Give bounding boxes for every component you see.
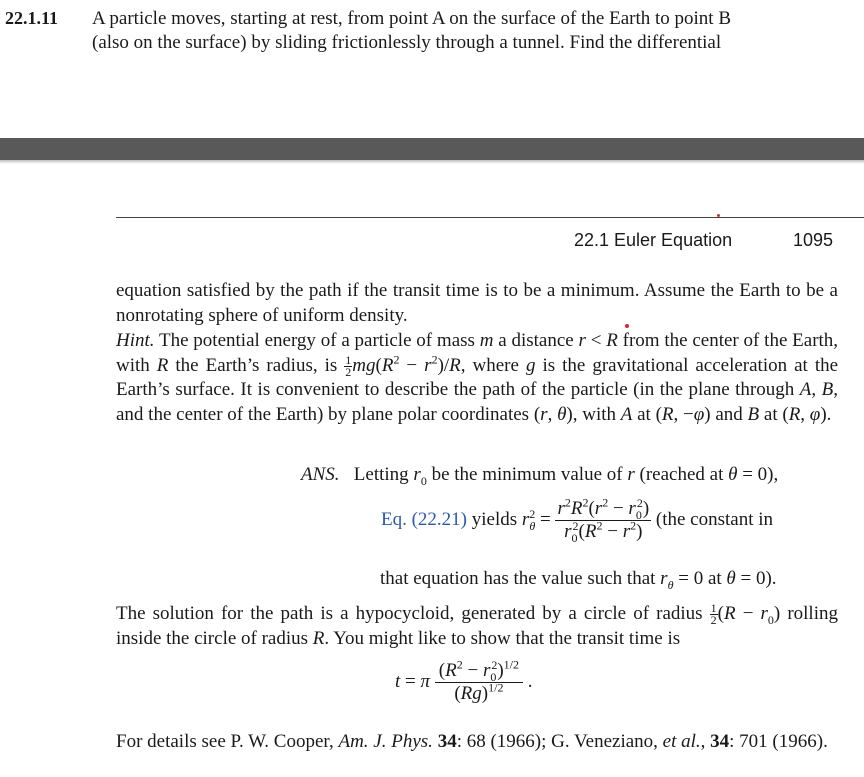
equation-continuation: that equation has the value such that $r_\theta = 0$ at θ = 0). xyxy=(380,568,777,592)
margin-marker-dot xyxy=(625,324,629,328)
equation-continuation-end: at xyxy=(707,568,722,589)
fraction-one-half-2: $\frac{1}{2}$ xyxy=(710,601,717,628)
answer-text-1: Letting xyxy=(353,464,409,485)
transit-time-fraction: $\frac{(R^2 - r_0^2)^{1/2}}{(Rg)^{1/2}}$ xyxy=(435,660,523,705)
hint-text-4: the Earth’s radius, is xyxy=(175,354,338,376)
volume-2: 34 xyxy=(710,731,730,752)
hint-text-1: The potential energy of a particle of mass xyxy=(158,330,475,351)
page-break-band xyxy=(0,138,864,160)
equation-line: Eq. (22.21) yields $r_\theta^2$ = $\frac{r^2R^2(r^2 - r_0^2)}{r_0^2(R^2 - r^2)}$ (the constant in xyxy=(381,495,774,545)
citation-text-1: : 68 (1966); G. Veneziano, xyxy=(456,731,658,752)
answer-label: ANS. xyxy=(301,464,340,485)
hint-text-6: is the gravitational acceleration at the Earth’s surface. It is convenient to describe the path of the particle (in the plane through xyxy=(116,354,839,400)
hint-text-11: at xyxy=(763,403,778,425)
solution-text-2: rolling inside the circle of radius xyxy=(116,603,838,649)
problem-number: 22.1.11 xyxy=(5,8,59,28)
running-header-page-number: 1095 xyxy=(793,230,834,250)
hint-paragraph: Hint. The potential energy of a particle of mass m a distance r < R from the center of the Earth, with R the Earth’s radius, is $\frac{1}{2}$ $mg(R^2 - r^2)/R$, where g is the gravitational acceleration at the Earth’s surface. It is convenient to describe the path of the particle (in the plane through A, B, and the center of the Earth) by plane polar coordinates (r, θ), with A at (R, −φ) and B at (R, φ). xyxy=(116,330,839,425)
equation-continuation-text: that equation has the value such that xyxy=(380,568,656,589)
continuation-text: equation satisfied by the path if the transit time is to be a minimum. Assume the Earth to be a nonrotating sphere of uniform density. xyxy=(116,280,838,326)
solution-text-1: The solution for the path is a hypocycloid, generated by a circle of radius xyxy=(116,603,703,624)
problem-line-2: (also on the surface) by sliding frictionlessly through a tunnel. Find the differential xyxy=(92,32,722,53)
fraction-one-half: $\frac{1}{2}$ xyxy=(345,352,352,379)
running-header-section: 22.1 Euler Equation xyxy=(574,230,733,250)
equation-constant-text: (the constant in xyxy=(655,508,774,530)
et-al: et al. xyxy=(662,731,701,752)
header-marker-dot xyxy=(717,214,720,217)
problem-line-1: A particle moves, starting at rest, from point A on the surface of the Earth to point B xyxy=(92,8,731,29)
hint-label: Hint. xyxy=(116,330,155,351)
equation-fraction: $\frac{r^2R^2(r^2 - r_0^2)}{r_0^2(R^2 - r^2)}$ xyxy=(557,495,650,545)
journal-name: Am. J. Phys. xyxy=(338,731,433,752)
answer-text-2: be the minimum value of xyxy=(431,464,623,485)
solution-text-3: . You might like to show that the transit time is xyxy=(324,627,681,649)
equation-yields-text: yields xyxy=(471,508,518,530)
hint-text-3: from the center of the Earth, with xyxy=(116,330,839,376)
problem-statement xyxy=(92,7,852,55)
citation-text-2: : 701 (1966). xyxy=(729,731,828,752)
solution-paragraph: The solution for the path is a hypocycloid, generated by a circle of radius $\frac{1}{2}$ $(R - r_0)$ rolling inside the circle of radius R. You might like to show that the transit time is xyxy=(116,601,838,649)
answer-text-3: (reached at xyxy=(639,464,724,485)
details-paragraph: For details see P. W. Cooper, Am. J. Phys. 34: 68 (1966); G. Veneziano, et al., 34: 701 (1966). xyxy=(116,731,828,752)
page-break-shadow xyxy=(0,160,864,164)
equation-reference-link[interactable]: Eq. (22.21) xyxy=(381,508,468,530)
hint-text-10: and xyxy=(715,403,743,425)
hint-text-5: where xyxy=(472,354,519,376)
hint-text-8: with xyxy=(582,403,617,425)
answer-line: ANS. Letting $r_0$ be the minimum value of r (reached at θ = 0), xyxy=(301,464,779,488)
header-rule xyxy=(116,217,864,218)
volume-1: 34 xyxy=(437,731,457,752)
transit-time-equation: t = π $\frac{(R^2 - r_0^2)^{1/2}}{(Rg)^{1/2}}$ . xyxy=(395,657,533,704)
hint-text-2: a distance xyxy=(498,330,574,351)
details-text-1: For details see P. W. Cooper, xyxy=(116,731,334,752)
hint-text-9: at xyxy=(637,403,651,425)
continuation-paragraph xyxy=(116,279,838,328)
hint-text-7: and the center of the Earth) by plane polar coordinates xyxy=(116,403,530,425)
